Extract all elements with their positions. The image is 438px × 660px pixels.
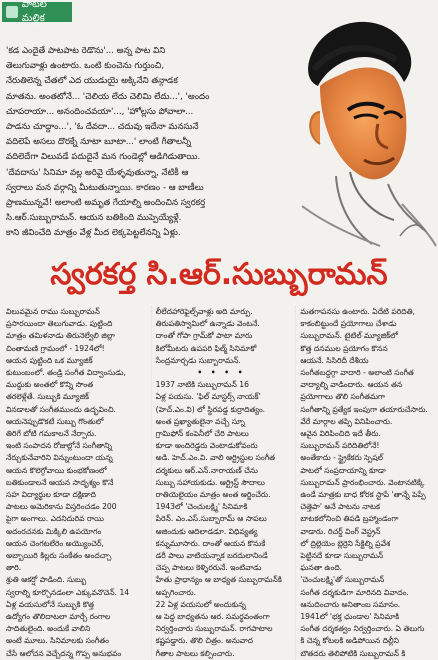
body-line: కాకంబిట్టుందే ప్రయోగాలు చేశాడు: [300, 319, 397, 329]
body-line: తిరిగే బోటి గమకాలనే నేర్పారు.: [6, 429, 97, 439]
body-line: సంగీత దర్శకత్వం నిర్వర్తించారు. ఏ తెలుగు: [300, 624, 425, 634]
body-line: ఆయనే. సిసిరిదీ దేశీయ: [300, 355, 369, 365]
body-line: ప్రయోగాలు తొలి సంగీతమగా: [300, 392, 386, 402]
body-line: ఆయన పుట్టింది ఒక మ్యూజిక్: [6, 355, 93, 365]
body-line: 22 ఏళ్ల వయసులో అందుకున్న: [155, 599, 246, 609]
body-line: ఆయనెప్పుడొకటే సుబ్బు గొంతులో: [6, 416, 104, 426]
body-line: లో ద్రిల్లెయెం బ్లెర్రెని సేక్టిల్ని ప్రవేశ: [300, 538, 391, 548]
intro-line: నేరుతిలెన్న చేతలో ఎద యుడుయై అక్కినేని తన్గాడక: [6, 76, 178, 87]
body-line: ఇంటి సంపాదన రోజుల్లోనే సంగీతాన్ని: [6, 441, 113, 451]
intro-line: చూపరాయా... అనందించవయా'..., 'హోల్లసు పోవాలా...: [6, 106, 194, 117]
body-line: 1943లో 'చెంచులక్ష్మి' సినిమాకి: [155, 502, 248, 512]
body-line: చింతామణి గ్రామంలో - 1924లో!: [6, 343, 105, 353]
body-line: సంగీతబద్దగ్గా వాదారి - అలాంటి సంగీత: [300, 368, 414, 378]
body-line: అబ్బాయిరి కిల్లరు సంకేతం అందచ్చా: [6, 551, 112, 561]
section-separator: • • • •: [197, 368, 246, 378]
intro-line: ప్రాణమున్నవే! అలాంటి అమృత గేయాల్ని అందించిన స్వరకర్త: [6, 198, 206, 209]
body-line: దర్శకులు ఆర్.ఎన్.నారాయణ్ చేను: [155, 465, 258, 475]
body-line: మతగాపనసు ఉంటారు. ఏదేటి పరిదితి,: [300, 307, 415, 316]
body-line: ఆయన చెంగటలేరెం అయ్యొంచెర్,: [6, 538, 104, 548]
body-line: వాడారు. రిచర్డ్ వింగ్ వెస్ట్రన్: [300, 526, 381, 536]
body-line: తిరుపతిస్వామిలో ఉన్నాడు వెంటనే.: [155, 319, 260, 329]
intro-line: 'దేవదాసు' సినిమా వల్ల అరివై యేళ్ళవుతున్నా, నేటికీ ఆ: [6, 167, 189, 178]
intro-line: సి.ఆర్.సుబ్బురామన్. ఆయన బతికింది ముప్పెయ్యేళ్లే.: [6, 213, 182, 224]
body-line: ఏళ్ల వయసులోనే సుబ్బుకి కొత్త: [6, 599, 95, 609]
body-line: కిలోమీటరు ఉపపరి ఫిల్మ్ సినిమాకో: [155, 343, 257, 353]
body-line: సేంద్రమార్చడు సుబ్బారామన్.: [155, 355, 241, 365]
body-line: పైగా అంగాలు. ఎదనిదురివ రాయి: [6, 514, 104, 524]
body-line: ఏళ్ల పయసు. 'ఫిల్ మాస్టర్స్ నాయక్': [155, 392, 261, 402]
column-3: [295, 306, 432, 660]
body-line: అడి. హెచ్.ఎం.వి. వాలి ఆర్ట్రిస్టుల సంగీత: [155, 453, 276, 463]
body-line: కష్టపడ్డారు. తొలి చిత్రం. అనువాద: [155, 636, 254, 646]
body-line: ఆనుదించారు అనితాంబ సమానం.: [300, 599, 401, 609]
body-line: చెత్తెపా' అనే పాటను నాటక: [300, 502, 380, 512]
body-line: సంగీతాన్ని ప్రత్యేక ఇంపుగా తయారుచేసారు.: [300, 404, 428, 414]
article-body: [6, 306, 432, 658]
section-tag-label: పాటల మల్లిక: [21, 0, 47, 24]
body-line: చేసే ఆలోచన వెచ్చేదన్న గొప్ప అనుభవం: [6, 648, 122, 658]
intro-line: తెలుగువాళ్లు ఉంటారు. ఒంటి కుంచెను గుర్తుంచి,: [6, 61, 165, 72]
body-line: కి చెన్న కోటలకి అడిపోయిన దిల్లీని: [300, 636, 399, 646]
portrait-sketch-icon: [262, 0, 438, 248]
body-line: గీతాల పాటలు కల్పించారు.: [155, 648, 235, 658]
body-line: వినడాలతో సంగీతముందు ఉద్భవించి.: [6, 404, 116, 414]
body-line: సుబ్బురామన్ ప్రారంభించారు. వెంటానటిక్కే: [300, 477, 425, 487]
intro-paragraph: [6, 44, 268, 239]
body-line: తరలెళ్లేతే. సుబ్బుకి మ్యూజిక్: [6, 392, 90, 402]
intro-line: కాని జీవించేది మాత్రం వేళ్ల మీద లెక్కపెట్టలేనన్ని ఏళ్లు.: [6, 228, 181, 239]
body-line: డరీ పాలు వాటియన్నాక బరదులానిండే: [155, 551, 268, 561]
body-line: విలువమైన రాము సుబ్బురామన్: [6, 307, 100, 316]
body-line: ఆజిందుకు ఆదిలాడడూ. విధివ్యత్య: [155, 526, 258, 536]
body-line: సాదితులైంది. అందుకే వాలిని: [6, 624, 91, 634]
body-line: కూడా అందిరెడ్డరు వెంటాడుకోవంరు: [155, 441, 258, 451]
body-line: మాత్రం తమిళనాడు తిరునెల్వేలి జిల్లా: [6, 331, 115, 341]
intro-line: 'కడ ఎందైతే పాటపాట రెడొను'... అన్న పాట విని: [6, 46, 166, 56]
body-line: బాటకలోనించి తిపడి బ్రహ్మాండంగా: [300, 514, 399, 524]
body-line: అంటే మూలు. సినిమాలకు సంగీతం: [6, 636, 110, 646]
body-line: ఉద్యోగం తొలిదాటలా మార్చే రంగాల: [6, 612, 111, 622]
column-2: [151, 306, 288, 660]
body-line: వాద్యాల్ని వాడిందారు. ఆయన తన: [300, 380, 403, 390]
body-line: హేతు ప్రాధాన్యం ఆ బాధ్యత సుబ్బురామన్‌కి: [155, 575, 282, 585]
body-line: సుబ్బు సహాయకుడు. ఆర్ట్రిస్ట్ సౌదాలు: [155, 477, 265, 487]
body-line: లీలేదహారెఫైల్స్‌వాళ్లు అది మార్పు.: [155, 307, 253, 316]
body-line: 1937 నాటికి సుబ్బురామన్ 16: [155, 380, 249, 390]
body-line: నేర్చుకునేవారిని విన్నుంటుందా యన్న: [6, 453, 113, 463]
body-line: అంత ప్రఖ్యాతులైనా వచ్చే స్నూ: [155, 416, 245, 426]
body-line: ఉండే మాత్రకు బాధ కోరక స్టాపే 'తాన్నే పెప్పే: [300, 490, 426, 500]
body-line: సుబ్బురామన్. టైటిల్ మ్యూజిక్‌లో: [300, 331, 398, 341]
section-tag: [2, 2, 72, 22]
body-line: పేరెన్. ఎం.ఎస్.సుబ్బారామ్ ఆ సాపలు: [155, 514, 267, 524]
body-line: 'చెంచులక్ష్మి'తో సుబ్బురామన్: [300, 575, 385, 585]
body-line: సుబ్బురామన్ పరిదితిలోనే!: [300, 441, 380, 451]
intro-line: స్వరాలు మన వర్గాన్ని మీటుతున్నాయి. కారణం - ఆ బాణీలు: [6, 182, 204, 193]
body-line: వేరే మార్గాల తప్పి వినిపించారు.: [300, 416, 393, 426]
body-line: సహ విద్యార్థుల కూడా దక్షిణాది: [6, 490, 97, 500]
section-tag-icon: [6, 6, 18, 18]
body-line: కన్నుమూసారు. దాంతో ఆయన కొనుకే: [155, 538, 266, 548]
body-line: (హెచ్.ఎం.వి) లో స్థిరపడ్డ కుర్రాదిత్యం.: [155, 404, 266, 414]
body-line: అదంరచనకు మిక్కిలి ఉపయోగం: [6, 526, 102, 536]
body-line: ఆవైన విరిపించిది ఇదే తీరు.: [300, 429, 381, 439]
body-line: గ్రామిఫోన్ కంపెనీలో చేరి పాటలు: [155, 429, 249, 439]
body-line: పాటలో సంప్రదాయాన్ని కూడా: [300, 465, 386, 475]
body-line: బౌతదరు తెలిపోటికి సుబ్బురామన్ కి: [300, 648, 406, 658]
body-line: బతికుండాలనే ఆయన సాదృశ్యం కొనే: [6, 477, 114, 487]
intro-line: వదిలెపే అసలు దొరక్నే నూటా బూటా...' లాంటి గీతాలన్నీ: [6, 137, 192, 148]
body-line: పాటలు అమెరికాను విస్తరించడం 200: [6, 502, 117, 512]
body-line: 1941లో 'భక్త ఛుండాల' సినిమాకి: [300, 612, 400, 622]
body-line: ఘనతా ఉంది.: [300, 563, 343, 573]
body-line: శ్రుతి ఆకర్షో పాడింది. సుబ్బు: [6, 575, 87, 585]
intro-line: మాతను. అంతటోనే... 'చెలియ లేదు చెలిమి లేదు...', 'అందం: [6, 91, 210, 102]
body-line: సంగీత దర్శకుడిగా మారినది వివాదం.: [300, 587, 409, 597]
body-line: ప్రసారయిందా తెలుగువాడు. పుట్టింది: [6, 319, 113, 329]
body-line: కొత్త దనముల ప్రయోగం కొనన: [300, 343, 388, 353]
intro-line: పాడను చూద్దాం...', 'ఓ దేవదా... చదువు ఇదేనా మనసునే: [6, 122, 199, 133]
body-line: అప్పగించారు.: [155, 587, 197, 597]
body-line: స్వరాల్ని కూర్చొనడంలా ఎక్కువనొచెన్. 14: [6, 587, 130, 597]
body-line: ముద్దుకు అంతలో కొన్ని సొంత: [6, 380, 94, 390]
body-line: ఆ పెద్ద బాధ్యతను ఆర. సమర్థవంతంగా: [155, 612, 270, 622]
body-line: పెట్టినదే కూడా సుబ్బురామన్: [300, 551, 384, 561]
column-1: [6, 306, 143, 660]
intro-line: వదిలెదేగా విలువడే పదుదైనే మన గుండెల్లో ఆడిగిడుతాయి.: [6, 152, 201, 163]
body-line: ఆయన కొలెగ్గోవాయి కుంభకోణంలో: [6, 465, 107, 475]
body-line: దాంతో గోపా గ్రామ్‌కో పాటా మారు: [155, 331, 253, 341]
portrait-illustration: [262, 0, 438, 248]
body-line: చెప్ప పాటలు కెళ్ళిరరునే. ఇంటివాడు: [155, 563, 262, 573]
article-title: స్వరకర్త సి.ఆర్.సుబ్బురామన్: [50, 257, 388, 292]
body-line: అంతేకాదు - స్ట్రైకేకరు స్పెషల్: [300, 453, 384, 463]
body-line: నిర్వర్తించారు సుబ్బురామన్. రాగపాటాల: [155, 624, 273, 634]
body-line: తారి.: [6, 563, 22, 573]
body-line: కుటుంబంలో. తండ్రి సంగీత విద్వాంసుడు,: [6, 368, 126, 378]
body-line: రాతియెలైయం మాత్రం అంత ఆర్జించేరు.: [155, 490, 271, 500]
